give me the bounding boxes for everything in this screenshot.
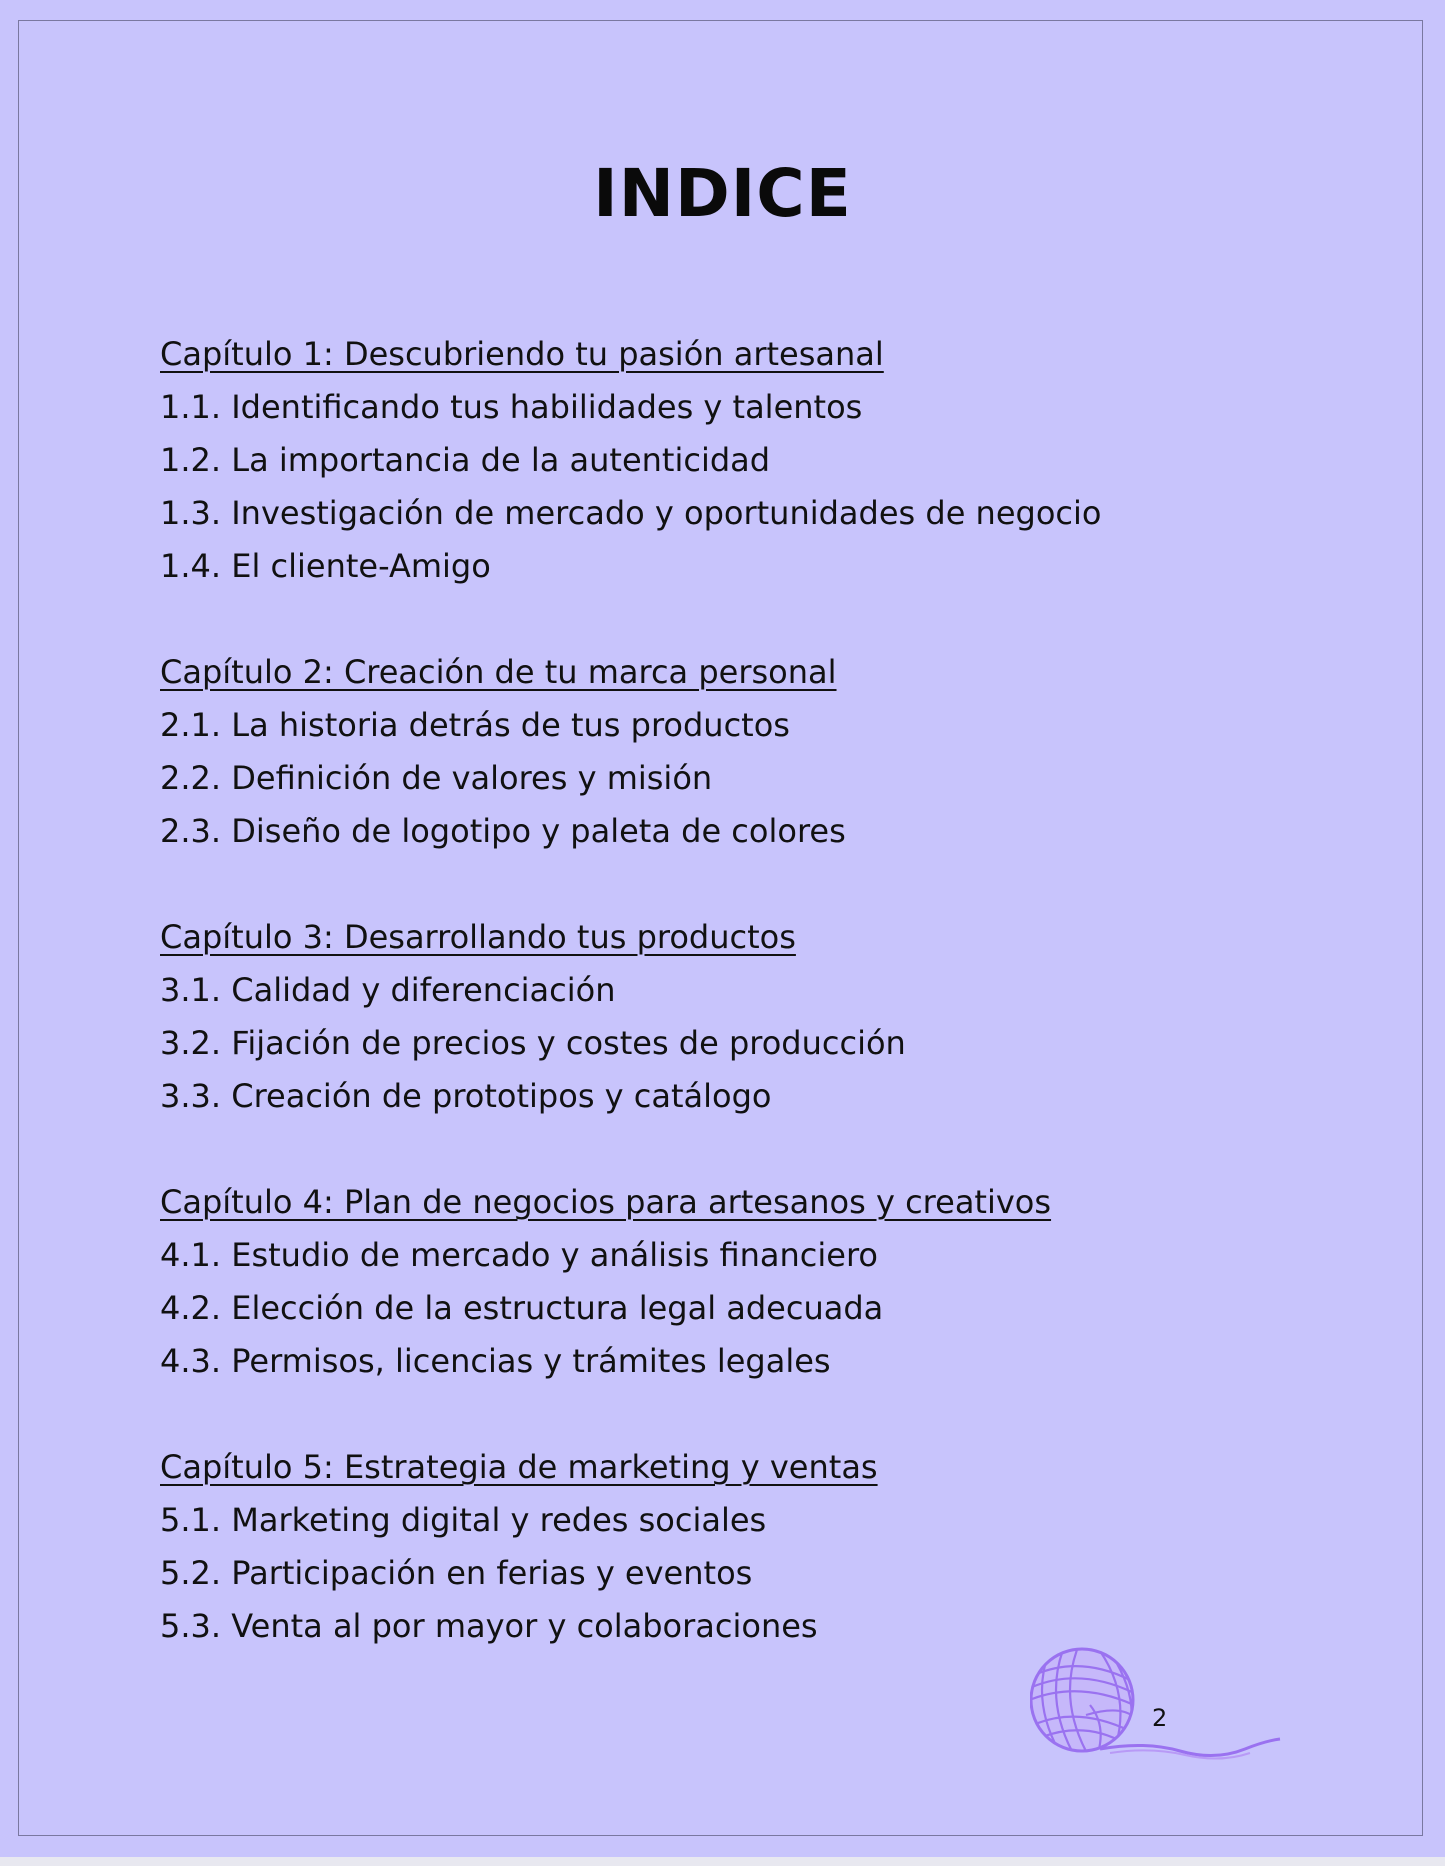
section-item[interactable]: 5.2. Participación en ferias y eventos	[160, 1554, 753, 1592]
section-item[interactable]: 1.1. Identificando tus habilidades y talentos	[160, 388, 863, 426]
chapter-4	[160, 1176, 1260, 1388]
section-item[interactable]: 1.3. Investigación de mercado y oportunidades de negocio	[160, 494, 1102, 532]
chapter-heading[interactable]: Capítulo 3: Desarrollando tus productos	[160, 918, 796, 956]
section-item[interactable]: 4.2. Elección de la estructura legal adecuada	[160, 1289, 884, 1327]
section-item[interactable]: 4.1. Estudio de mercado y análisis financiero	[160, 1236, 878, 1274]
chapter-3	[160, 911, 1260, 1123]
page-number: 2	[1152, 1704, 1168, 1732]
chapter-1	[160, 328, 1260, 593]
chapter-heading[interactable]: Capítulo 5: Estrategia de marketing y ventas	[160, 1448, 878, 1486]
section-item[interactable]: 2.1. La historia detrás de tus productos	[160, 706, 790, 744]
chapter-heading[interactable]: Capítulo 4: Plan de negocios para artesanos y creativos	[160, 1183, 1052, 1221]
chapter-5	[160, 1441, 1260, 1653]
page-title: INDICE	[593, 155, 852, 232]
section-item[interactable]: 4.3. Permisos, licencias y trámites legales	[160, 1342, 831, 1380]
chapter-heading[interactable]: Capítulo 1: Descubriendo tu pasión artesanal	[160, 335, 884, 373]
chapter-heading[interactable]: Capítulo 2: Creación de tu marca personal	[160, 653, 837, 691]
section-item[interactable]: 1.4. El cliente-Amigo	[160, 547, 491, 585]
section-item[interactable]: 2.2. Definición de valores y misión	[160, 759, 713, 797]
section-item[interactable]: 3.1. Calidad y diferenciación	[160, 971, 616, 1009]
chapter-2	[160, 646, 1260, 858]
section-item[interactable]: 5.3. Venta al por mayor y colaboraciones	[160, 1607, 818, 1645]
section-item[interactable]: 2.3. Diseño de logotipo y paleta de colores	[160, 812, 846, 850]
section-item[interactable]: 3.2. Fijación de precios y costes de producción	[160, 1024, 906, 1062]
section-item[interactable]: 3.3. Creación de prototipos y catálogo	[160, 1077, 772, 1115]
section-item[interactable]: 1.2. La importancia de la autenticidad	[160, 441, 771, 479]
table-of-contents	[160, 328, 1260, 1706]
section-item[interactable]: 5.1. Marketing digital y redes sociales	[160, 1501, 767, 1539]
